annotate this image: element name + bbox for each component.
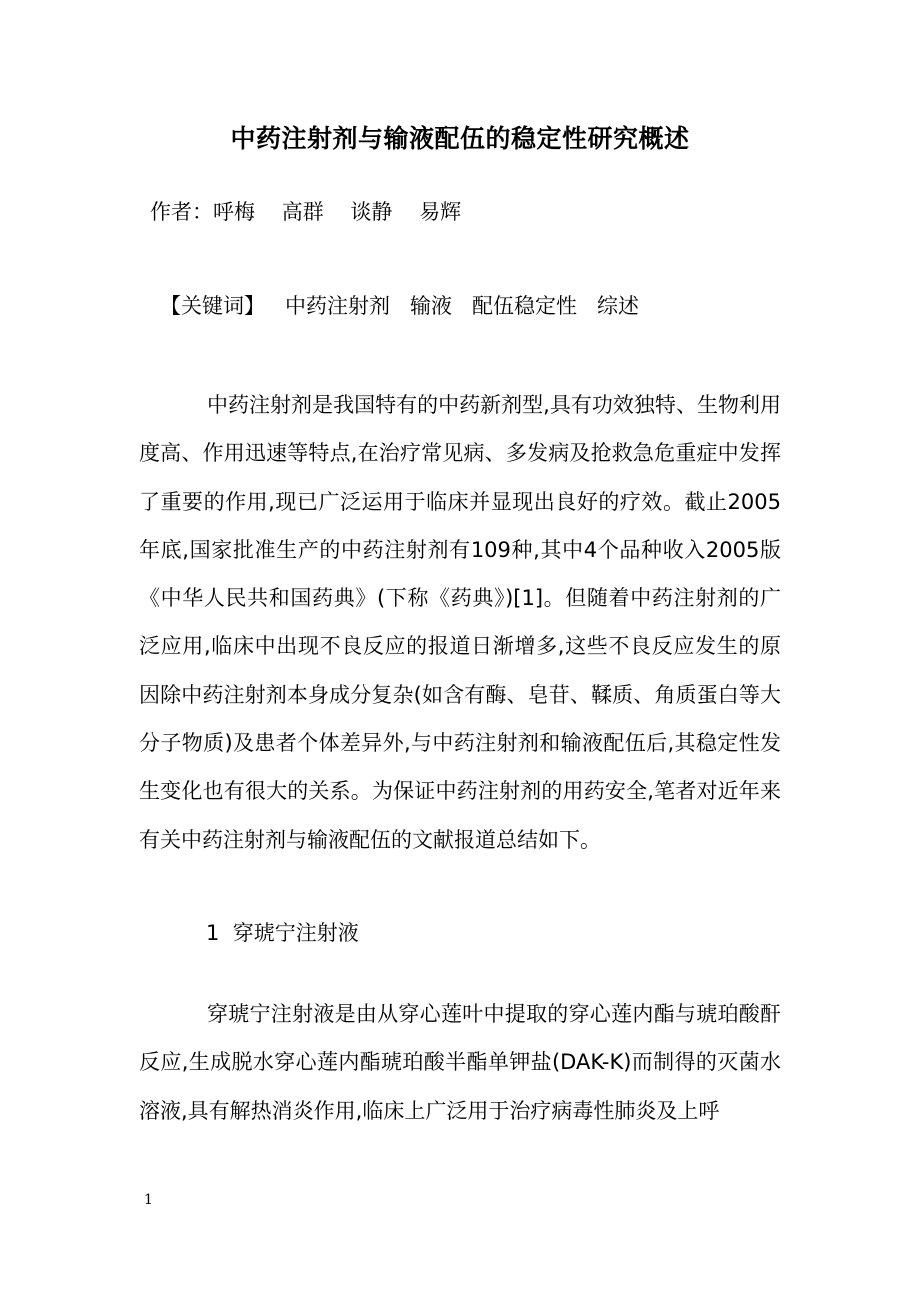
section-heading: 1 穿琥宁注射液 — [206, 921, 359, 945]
author-name: 易辉 — [419, 200, 462, 224]
keywords-label: 【关键词】 — [160, 294, 265, 318]
keyword: 综述 — [597, 294, 639, 318]
author-line — [150, 194, 461, 230]
authors-label: 作者： — [150, 200, 213, 224]
section-paragraph: 穿琥宁注射液是由从穿心莲叶中提取的穿心莲内酯与琥珀酸酐反应,生成脱水穿心莲内酯琥珀酸半酯单钾盐(DAK-K)而制得的灭菌水溶液,具有解热消炎作用,临床上广泛用于治疗病毒性肺炎及上呼 — [139, 1002, 781, 1123]
document-title: 中药注射剂与输液配伍的稳定性研究概述 — [230, 124, 690, 153]
author-name: 谈静 — [350, 200, 393, 224]
keyword: 中药注射剂 — [285, 294, 390, 318]
intro-paragraph: 中药注射剂是我国特有的中药新剂型,具有功效独特、生物利用度高、作用迅速等特点,在治疗常见病、多发病及抢救急危重症中发挥了重要的作用,现已广泛运用于临床并显现出良好的疗效。截止2005年底,国家批准生产的中药注射剂有109种,其中4个品种收入2005版《中华人民共和国药典》(下称《药典》)[1]。但随着中药注射剂的广泛应用,临床中出现不良反应的报道日渐增多,这些不良反应发生的原因除中药注射剂本身成分复杂(如含有酶、皂苷、鞣质、角质蛋白等大分子物质)及患者个体差异外,与中药注射剂和输液配伍后,其稳定性发生变化也有很大的关系。为保证中药注射剂的用药安全,笔者对近年来有关中药注射剂与输液配伍的文献报道总结如下。 — [139, 393, 781, 852]
page-number: 1 — [144, 1192, 153, 1208]
keyword: 配伍稳定性 — [472, 294, 577, 318]
keyword: 输液 — [410, 294, 452, 318]
author-name: 高群 — [281, 200, 324, 224]
author-name: 呼梅 — [213, 200, 255, 224]
keywords-line — [160, 288, 639, 324]
